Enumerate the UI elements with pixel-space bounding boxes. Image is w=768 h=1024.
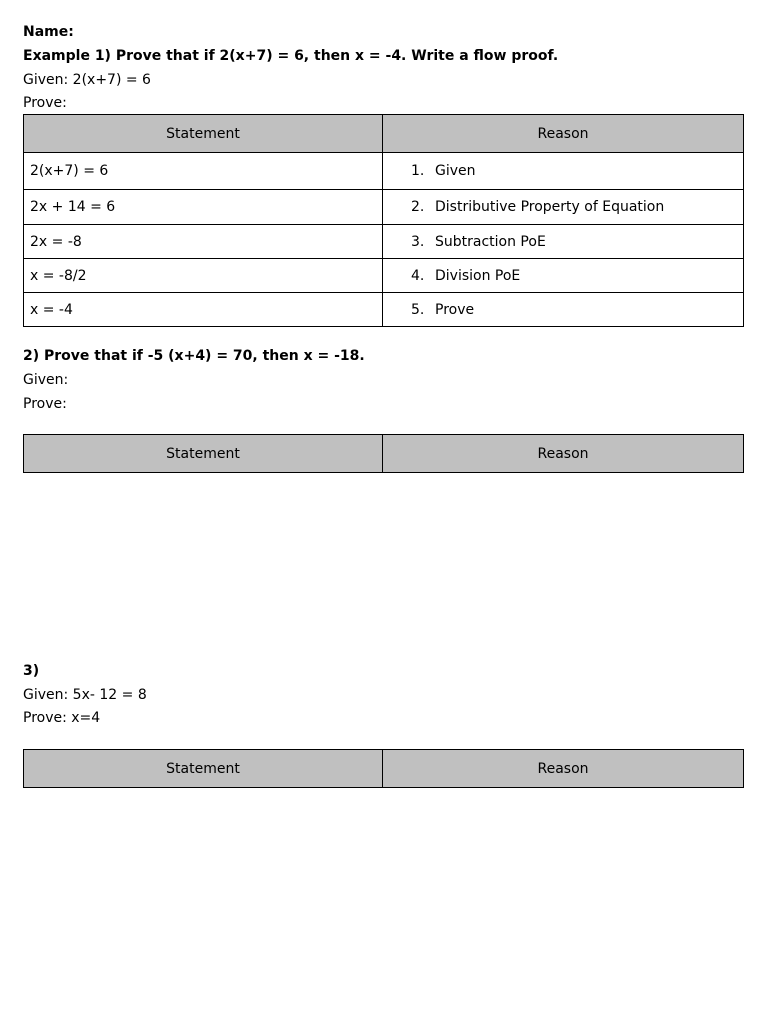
reason-number: 2. xyxy=(411,199,425,215)
problem2-title: 2) Prove that if -5 (x+4) = 70, then x = -18. xyxy=(23,348,365,364)
table-row xyxy=(24,190,744,225)
statement-cell: x = -4 xyxy=(24,293,383,327)
example1-proof-table xyxy=(23,114,744,327)
problem2-given: Given: xyxy=(23,372,69,388)
statement-cell: 2(x+7) = 6 xyxy=(24,153,383,190)
reason-cell xyxy=(383,293,744,327)
reason-text: Distributive Property of Equation xyxy=(435,199,665,215)
table-header-row xyxy=(24,750,744,788)
reason-number: 4. xyxy=(411,267,425,284)
reason-number: 1. xyxy=(411,163,425,179)
problem3-given: Given: 5x- 12 = 8 xyxy=(23,687,147,703)
reason-cell xyxy=(383,153,744,190)
table-header-row xyxy=(24,115,744,153)
statement-cell: 2x + 14 = 6 xyxy=(24,190,383,225)
reason-header: Reason xyxy=(383,115,744,153)
statement-cell: x = -8/2 xyxy=(24,259,383,293)
reason-text: Given xyxy=(435,163,476,179)
statement-header: Statement xyxy=(24,115,383,153)
problem3-proof-table xyxy=(23,749,744,788)
reason-number: 5. xyxy=(411,301,425,318)
reason-header: Reason xyxy=(383,750,744,788)
reason-text: Prove xyxy=(435,301,475,318)
reason-cell xyxy=(383,225,744,259)
name-label: Name: xyxy=(23,24,74,40)
example1-title: Example 1) Prove that if 2(x+7) = 6, then x = -4. Write a flow proof. xyxy=(23,48,559,64)
table-header-row xyxy=(24,435,744,473)
reason-cell xyxy=(383,190,744,225)
table-row xyxy=(24,293,744,327)
problem3-prove: Prove: x=4 xyxy=(23,710,101,726)
table-row xyxy=(24,225,744,259)
problem2-proof-table xyxy=(23,434,744,473)
statement-cell: 2x = -8 xyxy=(24,225,383,259)
reason-text: Subtraction PoE xyxy=(435,233,546,250)
example1-given: Given: 2(x+7) = 6 xyxy=(23,72,151,88)
statement-header: Statement xyxy=(24,435,383,473)
table-row xyxy=(24,259,744,293)
problem2-prove: Prove: xyxy=(23,396,67,412)
example1-prove: Prove: xyxy=(23,95,67,111)
reason-header: Reason xyxy=(383,435,744,473)
statement-header: Statement xyxy=(24,750,383,788)
table-row xyxy=(24,153,744,190)
reason-number: 3. xyxy=(411,233,425,250)
problem3-title: 3) xyxy=(23,663,40,679)
reason-cell xyxy=(383,259,744,293)
reason-text: Division PoE xyxy=(435,267,521,284)
